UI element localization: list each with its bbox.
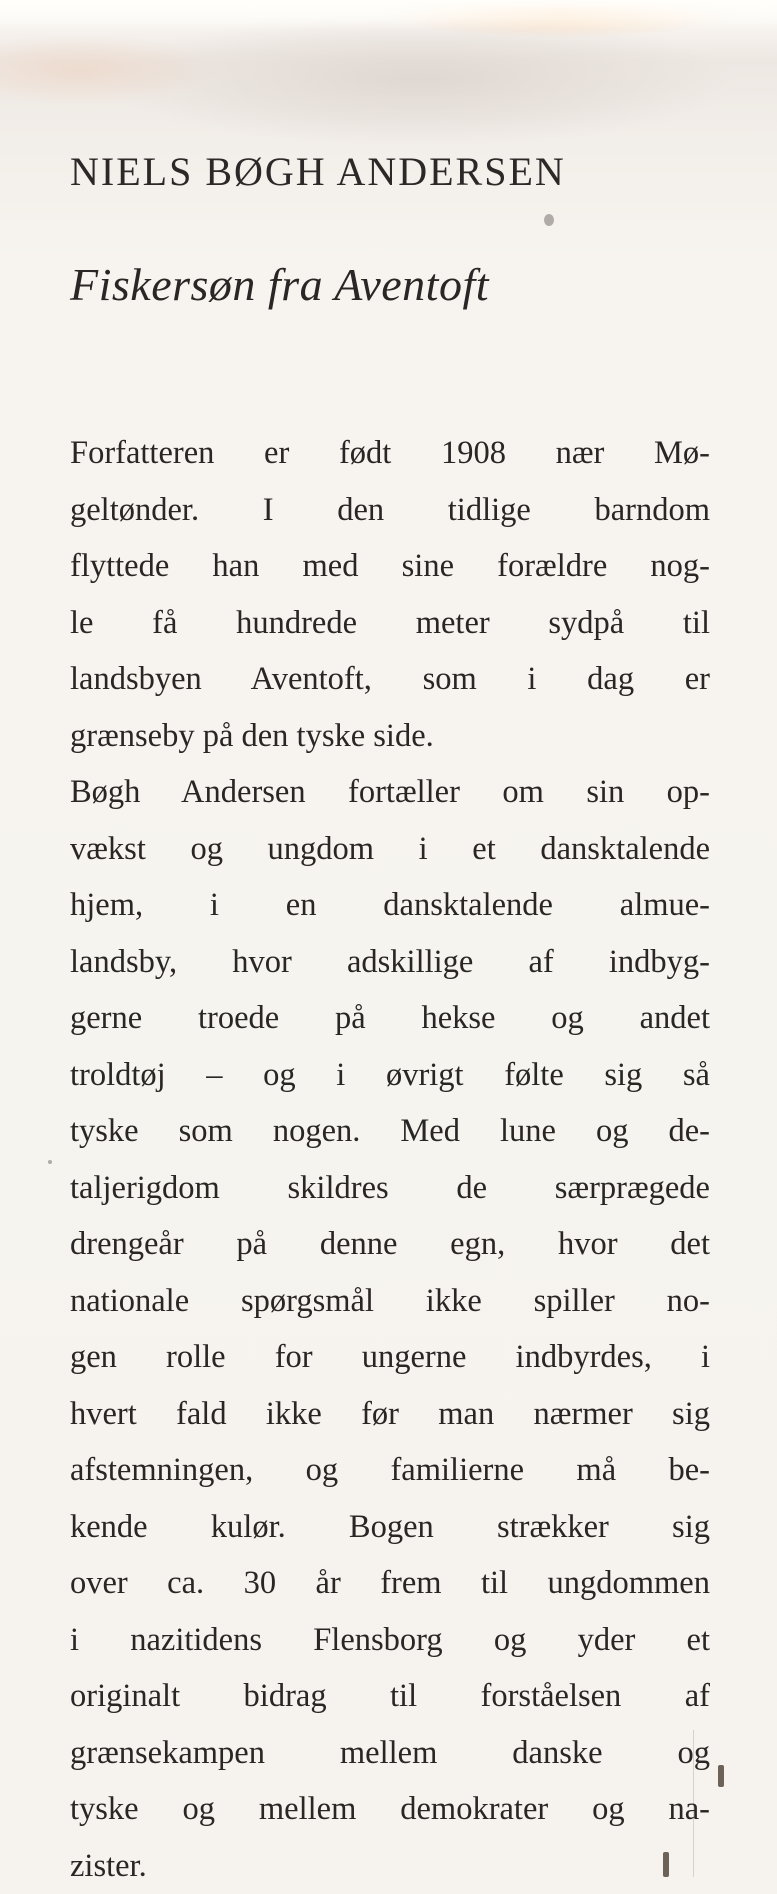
paper-stain	[0, 0, 777, 30]
paper-tear-mark	[718, 1765, 724, 1787]
blurb-line: taljerigdom skildres de særprægede	[70, 1160, 710, 1217]
paper-speck	[48, 1160, 52, 1164]
blurb-line: grænseby på den tyske side.	[70, 708, 710, 765]
blurb-line: tyske som nogen. Med lune og de-	[70, 1103, 710, 1160]
blurb-line: originalt bidrag til forståelsen af	[70, 1668, 710, 1725]
blurb-line: le få hundrede meter sydpå til	[70, 595, 710, 652]
blurb-line: i nazitidens Flensborg og yder et	[70, 1612, 710, 1669]
blurb-line: over ca. 30 år frem til ungdommen	[70, 1555, 710, 1612]
blurb-line: grænsekampen mellem danske og	[70, 1725, 710, 1782]
blurb-line: afstemningen, og familierne må be-	[70, 1442, 710, 1499]
blurb-line: kende kulør. Bogen strækker sig	[70, 1499, 710, 1556]
paper-speck	[544, 214, 554, 226]
blurb-line: zister.	[70, 1838, 710, 1894]
blurb-line: gen rolle for ungerne indbyrdes, i	[70, 1329, 710, 1386]
blurb-line: landsbyen Aventoft, som i dag er	[70, 651, 710, 708]
blurb-line: Forfatteren er født 1908 nær Mø-	[70, 425, 710, 482]
blurb-line: flyttede han med sine forældre nog-	[70, 538, 710, 595]
blurb-line: troldtøj – og i øvrigt følte sig så	[70, 1047, 710, 1104]
author-name: NIELS BØGH ANDERSEN	[70, 148, 566, 195]
book-title: Fiskersøn fra Aventoft	[70, 258, 489, 311]
blurb-line: drengeår på denne egn, hvor det	[70, 1216, 710, 1273]
blurb-line: gerne troede på hekse og andet	[70, 990, 710, 1047]
blurb-line: nationale spørgsmål ikke spiller no-	[70, 1273, 710, 1330]
blurb-text	[70, 425, 710, 1894]
blurb-line: tyske og mellem demokrater og na-	[70, 1781, 710, 1838]
blurb-line: hvert fald ikke før man nærmer sig	[70, 1386, 710, 1443]
blurb-line: landsby, hvor adskillige af indbyg-	[70, 934, 710, 991]
blurb-line: hjem, i en dansktalende almue-	[70, 877, 710, 934]
blurb-line: vækst og ungdom i et dansktalende	[70, 821, 710, 878]
blurb-line: geltønder. I den tidlige barndom	[70, 482, 710, 539]
blurb-line: Bøgh Andersen fortæller om sin op-	[70, 764, 710, 821]
